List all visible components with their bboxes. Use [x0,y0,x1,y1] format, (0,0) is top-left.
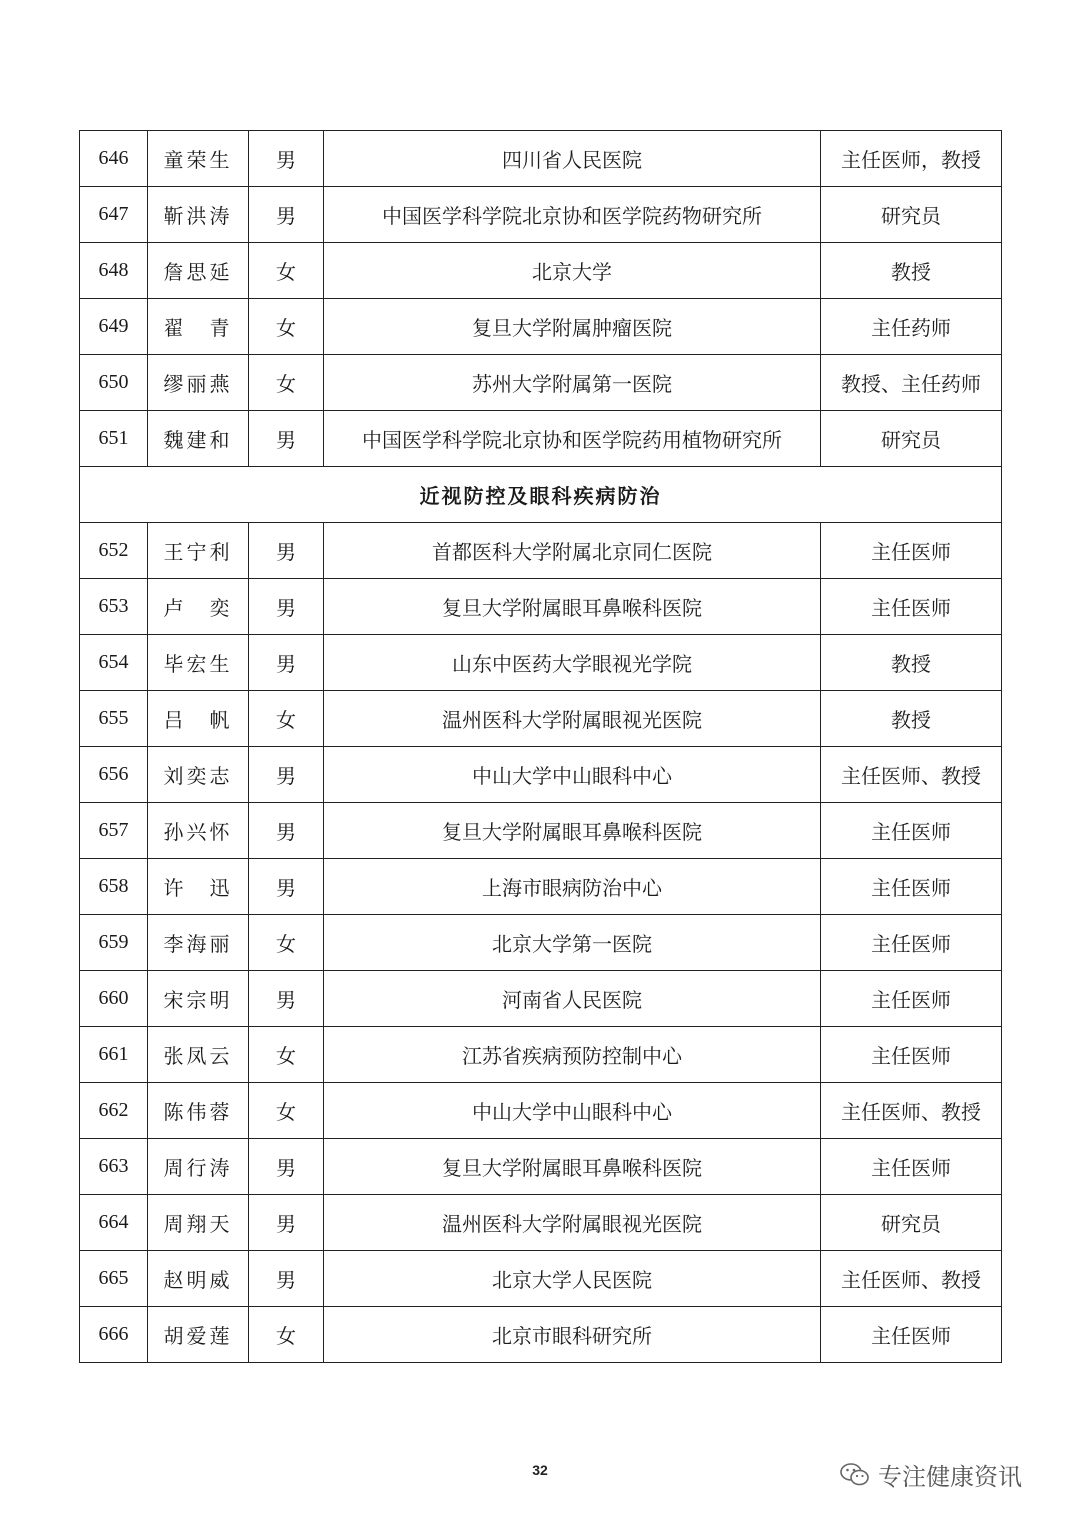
cell-name: 张凤云 [148,1027,249,1083]
cell-name: 周行涛 [148,1139,249,1195]
cell-title: 研究员 [821,1195,1002,1251]
cell-name: 翟 青 [148,299,249,355]
cell-title: 主任医师、教授 [821,1251,1002,1307]
cell-organization: 中国医学科学院北京协和医学院药物研究所 [324,187,821,243]
table-row [80,355,1002,411]
cell-organization: 山东中医药大学眼视光学院 [324,635,821,691]
table-row [80,579,1002,635]
table-row [80,411,1002,467]
table-row [80,803,1002,859]
cell-number: 646 [80,131,148,187]
cell-name: 卢 奕 [148,579,249,635]
cell-title: 主任医师 [821,1307,1002,1363]
cell-title: 主任医师 [821,1139,1002,1195]
cell-title: 研究员 [821,187,1002,243]
cell-sex: 男 [249,859,324,915]
cell-organization: 温州医科大学附属眼视光医院 [324,1195,821,1251]
cell-sex: 女 [249,1027,324,1083]
cell-name: 宋宗明 [148,971,249,1027]
table-body-before-section [80,131,1002,467]
cell-title: 主任医师 [821,915,1002,971]
cell-number: 653 [80,579,148,635]
cell-sex: 男 [249,971,324,1027]
cell-name: 许 迅 [148,859,249,915]
cell-organization: 上海市眼病防治中心 [324,859,821,915]
cell-title: 教授 [821,635,1002,691]
table-row [80,859,1002,915]
cell-number: 660 [80,971,148,1027]
cell-sex: 男 [249,1195,324,1251]
cell-organization: 四川省人民医院 [324,131,821,187]
cell-name: 詹思延 [148,243,249,299]
cell-title: 主任医师 [821,803,1002,859]
cell-title: 主任医师、教授 [821,1083,1002,1139]
cell-organization: 中山大学中山眼科中心 [324,747,821,803]
cell-name: 毕宏生 [148,635,249,691]
cell-title: 主任医师 [821,579,1002,635]
cell-number: 654 [80,635,148,691]
cell-name: 周翔天 [148,1195,249,1251]
cell-sex: 男 [249,523,324,579]
table-row [80,187,1002,243]
cell-sex: 女 [249,243,324,299]
cell-number: 661 [80,1027,148,1083]
table-row [80,971,1002,1027]
cell-number: 652 [80,523,148,579]
cell-name: 童荣生 [148,131,249,187]
cell-title: 主任医师、教授 [821,747,1002,803]
cell-number: 664 [80,1195,148,1251]
cell-number: 647 [80,187,148,243]
cell-number: 659 [80,915,148,971]
table-row [80,243,1002,299]
cell-title: 主任医师 [821,523,1002,579]
cell-organization: 温州医科大学附属眼视光医院 [324,691,821,747]
cell-sex: 男 [249,131,324,187]
cell-organization: 北京市眼科研究所 [324,1307,821,1363]
cell-number: 658 [80,859,148,915]
table-row [80,1195,1002,1251]
cell-sex: 女 [249,915,324,971]
cell-sex: 男 [249,1251,324,1307]
cell-title: 主任医师 [821,971,1002,1027]
personnel-table [79,130,1002,1363]
cell-title: 教授 [821,691,1002,747]
table-row [80,131,1002,187]
cell-title: 主任医师 [821,859,1002,915]
cell-name: 孙兴怀 [148,803,249,859]
section-title: 近视防控及眼科疾病防治 [80,467,1002,523]
cell-sex: 男 [249,579,324,635]
cell-title: 主任药师 [821,299,1002,355]
cell-name: 胡爱莲 [148,1307,249,1363]
table-row [80,691,1002,747]
cell-name: 魏建和 [148,411,249,467]
table-row [80,1139,1002,1195]
section-row [80,467,1002,523]
cell-sex: 男 [249,1139,324,1195]
cell-sex: 男 [249,803,324,859]
table-body-after-section [80,523,1002,1363]
cell-name: 吕 帆 [148,691,249,747]
cell-title: 教授 [821,243,1002,299]
cell-sex: 男 [249,747,324,803]
cell-number: 649 [80,299,148,355]
cell-name: 赵明威 [148,1251,249,1307]
cell-number: 663 [80,1139,148,1195]
cell-organization: 河南省人民医院 [324,971,821,1027]
table-row [80,299,1002,355]
cell-name: 缪丽燕 [148,355,249,411]
cell-sex: 女 [249,355,324,411]
cell-name: 王宁利 [148,523,249,579]
table-row [80,1027,1002,1083]
cell-number: 655 [80,691,148,747]
cell-number: 651 [80,411,148,467]
cell-number: 665 [80,1251,148,1307]
cell-sex: 女 [249,299,324,355]
cell-number: 657 [80,803,148,859]
cell-title: 研究员 [821,411,1002,467]
cell-organization: 中山大学中山眼科中心 [324,1083,821,1139]
cell-sex: 女 [249,1083,324,1139]
cell-sex: 男 [249,411,324,467]
cell-name: 陈伟蓉 [148,1083,249,1139]
cell-name: 靳洪涛 [148,187,249,243]
cell-organization: 复旦大学附属眼耳鼻喉科医院 [324,1139,821,1195]
page-number: 32 [532,1462,548,1478]
cell-organization: 复旦大学附属眼耳鼻喉科医院 [324,803,821,859]
cell-number: 650 [80,355,148,411]
cell-sex: 女 [249,1307,324,1363]
cell-number: 666 [80,1307,148,1363]
cell-organization: 复旦大学附属眼耳鼻喉科医院 [324,579,821,635]
cell-sex: 女 [249,691,324,747]
cell-title: 主任医师 [821,1027,1002,1083]
table-row [80,747,1002,803]
table-row [80,1083,1002,1139]
cell-organization: 北京大学人民医院 [324,1251,821,1307]
wechat-icon [840,1462,870,1488]
cell-name: 刘奕志 [148,747,249,803]
cell-organization: 中国医学科学院北京协和医学院药用植物研究所 [324,411,821,467]
cell-title: 教授、主任药师 [821,355,1002,411]
cell-organization: 苏州大学附属第一医院 [324,355,821,411]
cell-number: 648 [80,243,148,299]
cell-title: 主任医师，教授 [821,131,1002,187]
cell-number: 662 [80,1083,148,1139]
cell-organization: 北京大学 [324,243,821,299]
table-row [80,1307,1002,1363]
cell-organization: 北京大学第一医院 [324,915,821,971]
cell-sex: 男 [249,635,324,691]
cell-sex: 男 [249,187,324,243]
table-row [80,635,1002,691]
cell-organization: 复旦大学附属肿瘤医院 [324,299,821,355]
cell-organization: 江苏省疾病预防控制中心 [324,1027,821,1083]
table-row [80,523,1002,579]
table-row [80,915,1002,971]
cell-name: 李海丽 [148,915,249,971]
cell-organization: 首都医科大学附属北京同仁医院 [324,523,821,579]
table-row [80,1251,1002,1307]
cell-number: 656 [80,747,148,803]
watermark-text: 专注健康资讯 [878,1463,1022,1491]
watermark [840,1457,1022,1492]
